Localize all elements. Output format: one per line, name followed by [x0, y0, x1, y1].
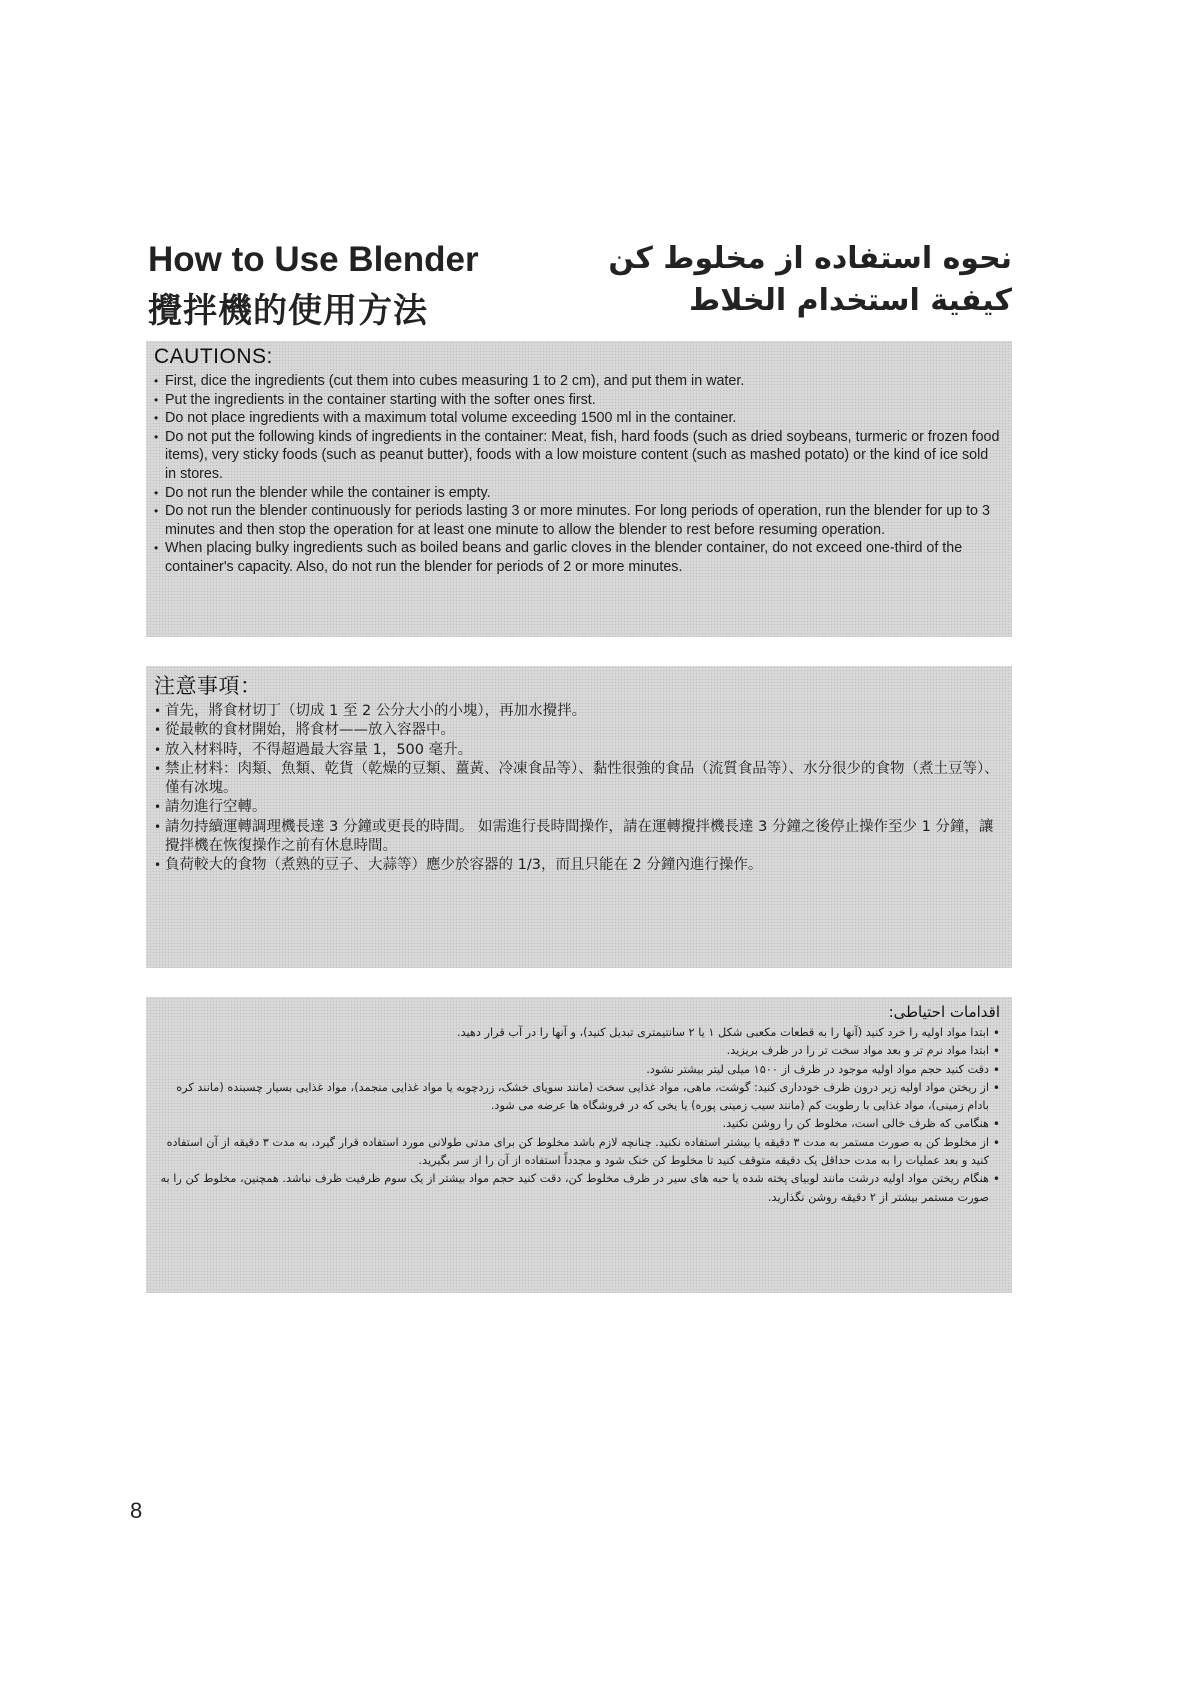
cautions-chinese-list: [154, 702, 1000, 876]
caution-item: • Put the ingredients in the container starting with the softer ones first.: [154, 391, 1000, 410]
caution-item: • 請勿持續運轉調理機長達 3 分鐘或更長的時間。 如需進行長時間操作，請在運轉攪拌機長達 3 分鐘之後停止操作至少 1 分鐘，讓攪拌機在恢復操作之前有休息時間。: [154, 818, 1000, 857]
cautions-persian-heading: اقدامات احتیاطی:: [888, 1003, 1000, 1021]
title-persian-arabic: [608, 238, 1012, 322]
cautions-english-list: [154, 372, 1000, 577]
caution-item: • First, dice the ingredients (cut them into cubes measuring 1 to 2 cm), and put them in water.: [154, 372, 1000, 391]
caution-item: • 請勿進行空轉。: [154, 798, 1000, 817]
caution-item: • ابتدا مواد نرم تر و بعد مواد سخت تر را در ظرف بریزید.: [158, 1042, 1000, 1060]
caution-item: • هنگامی که ظرف خالی است، مخلوط کن را روشن نکنید.: [158, 1115, 1000, 1133]
caution-item: • 從最軟的食材開始，將食材——放入容器中。: [154, 721, 1000, 740]
caution-item: • Do not place ingredients with a maximum total volume exceeding 1500 ml in the container.: [154, 409, 1000, 428]
caution-item: • از مخلوط کن به صورت مستمر به مدت ۳ دقیقه یا بیشتر استفاده نکنید. چنانچه لازم باشد مخلوط کن برای مدتی طولانی مورد استفاده قرار گیرد، به مدت ۳ دقیقه از آن استفاده کنید و بعد عملیات را به مدت حداقل یک دقیقه متوقف کنید تا مخلوط کن خنک شود و مجدداً استفاده از آن را از سر بگیرید.: [158, 1134, 1000, 1171]
title-arabic: کیفیة استخدام الخلاط: [689, 283, 1012, 318]
caution-item: • 禁止材料：肉類、魚類、乾貨（乾燥的豆類、薑黃、冷凍食品等）、黏性很強的食品（流質食品等）、水分很少的食物（煮土豆等）、僅有冰塊。: [154, 760, 1000, 799]
caution-item: • ابتدا مواد اولیه را خرد کنید (آنها را به قطعات مکعبی شکل ۱ یا ۲ سانتیمتری تبدیل کنید)، و آنها را در آب قرار دهید.: [158, 1024, 1000, 1042]
caution-item: • Do not run the blender while the container is empty.: [154, 484, 1000, 503]
title-persian: نحوه استفاده از مخلوط کن: [608, 241, 1012, 276]
caution-item: • Do not run the blender continuously for periods lasting 3 or more minutes. For long periods of operation, run the blender for up to 3 minutes and then stop the operation for at least one minute to allow the blender to rest before resuming operation.: [154, 502, 1000, 539]
cautions-persian-panel: [146, 997, 1012, 1293]
caution-item: • 放入材料時，不得超過最大容量 1，500 毫升。: [154, 741, 1000, 760]
caution-item: • از ریختن مواد اولیه زیر درون ظرف خودداری کنید: گوشت، ماهی، مواد غذایی سخت (مانند سویای خشک، زردچوبه یا مواد غذایی منجمد)، مواد غذایی بسیار چسبنده (مانند کره بادام زمینی)، مواد غذایی با رطوبت کم (مانند سیب زمینی پوره) یا یخی که در فروشگاه ها عرضه می شود.: [158, 1079, 1000, 1116]
caution-item: • When placing bulky ingredients such as boiled beans and garlic cloves in the blender container, do not exceed one-third of the container's capacity. Also, do not run the blender for periods of 2 or more minutes.: [154, 539, 1000, 576]
caution-item: • هنگام ریختن مواد اولیه درشت مانند لوبیای پخته شده یا حبه های سیر در ظرف مخلوط کن، دقت کنید حجم مواد بیشتر از یک سوم ظرفیت ظرف نباشد. همچنین، مخلوط کن را به صورت مستمر بیشتر از ۲ دقیقه روشن نگذارید.: [158, 1170, 1000, 1207]
cautions-english-panel: [146, 341, 1012, 637]
caution-item: • Do not put the following kinds of ingredients in the container: Meat, fish, hard foods (such as dried soybeans, turmeric or frozen food items), very sticky foods (such as peanut butter), foods with a low moisture content (such as mashed potato) or the kind of ice sold in stores.: [154, 428, 1000, 484]
caution-item: • 首先，將食材切丁（切成 1 至 2 公分大小的小塊），再加水攪拌。: [154, 702, 1000, 721]
title-chinese: 攪拌機的使用方法: [148, 291, 428, 331]
caution-item: • 負荷較大的食物（煮熟的豆子、大蒜等）應少於容器的 1/3，而且只能在 2 分鐘內進行操作。: [154, 856, 1000, 875]
cautions-persian-list: [158, 1024, 1000, 1207]
caution-item: • دقت کنید حجم مواد اولیه موجود در ظرف از ۱۵۰۰ میلی لیتر بیشتر نشود.: [158, 1061, 1000, 1079]
cautions-chinese-heading: 注意事項：: [154, 674, 262, 698]
cautions-chinese-panel: [146, 666, 1012, 968]
title-english: How to Use Blender: [148, 240, 479, 279]
cautions-english-heading: CAUTIONS:: [154, 345, 273, 368]
page-number: 8: [130, 1498, 143, 1523]
